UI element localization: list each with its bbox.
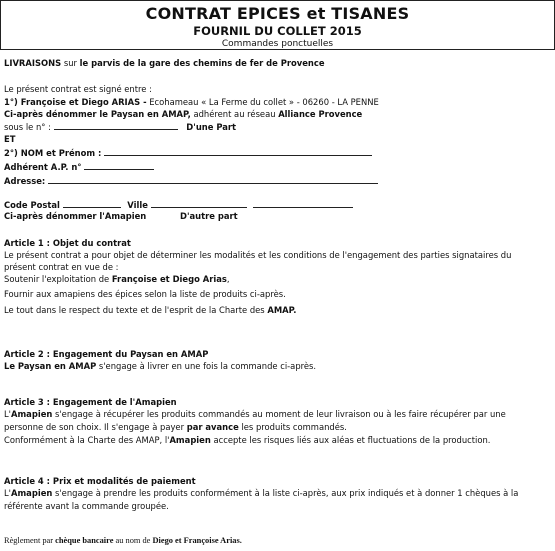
name-field[interactable] [104, 147, 372, 156]
party2-adresse-line: Adresse: [4, 175, 378, 186]
article1-line4: Fournir aux amapiens des épices selon la liste de produits ci-après. [4, 289, 286, 299]
livraisons-place: le parvis de la gare des chemins de fer de Provence [79, 58, 325, 68]
payment-line: Règlement par chèque bancaire au nom de Diego et Françoise Arias. [4, 536, 242, 545]
article1-line1: Le présent contrat a pour objet de déterminer les modalités et les conditions de l'engagement des parties signataires du [4, 250, 512, 260]
article3-title: Article 3 : Engagement de l'Amapien [4, 397, 177, 407]
document-subtitle: FOURNIL DU COLLET 2015 [193, 24, 362, 38]
article1-line3: Soutenir l'exploitation de Françoise et Diego Arias, [4, 274, 230, 284]
party2-name-line: 2°) NOM et Prénom : [4, 147, 372, 158]
party1-line1: 1°) Françoise et Diego ARIAS - Ecohameau « La Ferme du collet » - 06260 - LA PENNE [4, 97, 379, 107]
article2-line1: Le Paysan en AMAP s'engage à livrer en une fois la commande ci-après. [4, 361, 317, 371]
address-field[interactable] [48, 175, 378, 184]
adherent-number-field[interactable] [84, 161, 154, 170]
party2-adherent-line: Adhérent A.P. n° [4, 161, 154, 172]
article3-line3: Conformément à la Charte des AMAP, l'Amapien accepte les risques liés aux aléas et fluctuations de la production. [4, 435, 491, 445]
city-extra-field[interactable] [253, 199, 353, 208]
party2-cp-line: Code Postal Ville [4, 199, 353, 210]
article4-line2: référente avant la commande groupée. [4, 501, 169, 511]
article4-line1: L'Amapien s'engage à prendre les produits conformément à la liste ci-après, aux prix indiqués et à donner 1 chèques à la [4, 488, 519, 498]
article1-line2: présent contrat en vue de : [4, 262, 119, 272]
article1-title: Article 1 : Objet du contrat [4, 238, 131, 248]
livraisons-label: LIVRAISONS [4, 58, 62, 68]
city-field[interactable] [151, 199, 247, 208]
livraisons-line: LIVRAISONS sur le parvis de la gare des chemins de fer de Provence [4, 58, 325, 68]
postal-code-field[interactable] [63, 199, 121, 208]
document-title: CONTRAT EPICES et TISANES [145, 4, 410, 23]
article3-line1: L'Amapien s'engage à récupérer les produits commandés au moment de leur livraison ou à les faire récupérer par une [4, 409, 506, 419]
article4-title: Article 4 : Prix et modalités de paiement [4, 476, 196, 486]
article2-title: Article 2 : Engagement du Paysan en AMAP [4, 349, 209, 359]
intro-text: Le présent contrat est signé entre : [4, 84, 152, 94]
party1-line3: sous le n° : D'une Part [4, 122, 237, 132]
et-label: ET [4, 134, 16, 144]
party1-line2: Ci-après dénommer le Paysan en AMAP, adhérent au réseau Alliance Provence [4, 109, 363, 119]
article1-line5: Le tout dans le respect du texte et de l'esprit de la Charte des AMAP. [4, 305, 297, 315]
party2-amapien-line: Ci-après dénommer l'Amapien D'autre part [4, 211, 238, 221]
document-subheading: Commandes ponctuelles [221, 39, 334, 49]
article3-line2: personne de son choix. Il s'engage à payer par avance les produits commandés. [4, 422, 347, 432]
member-number-field[interactable] [54, 121, 178, 130]
